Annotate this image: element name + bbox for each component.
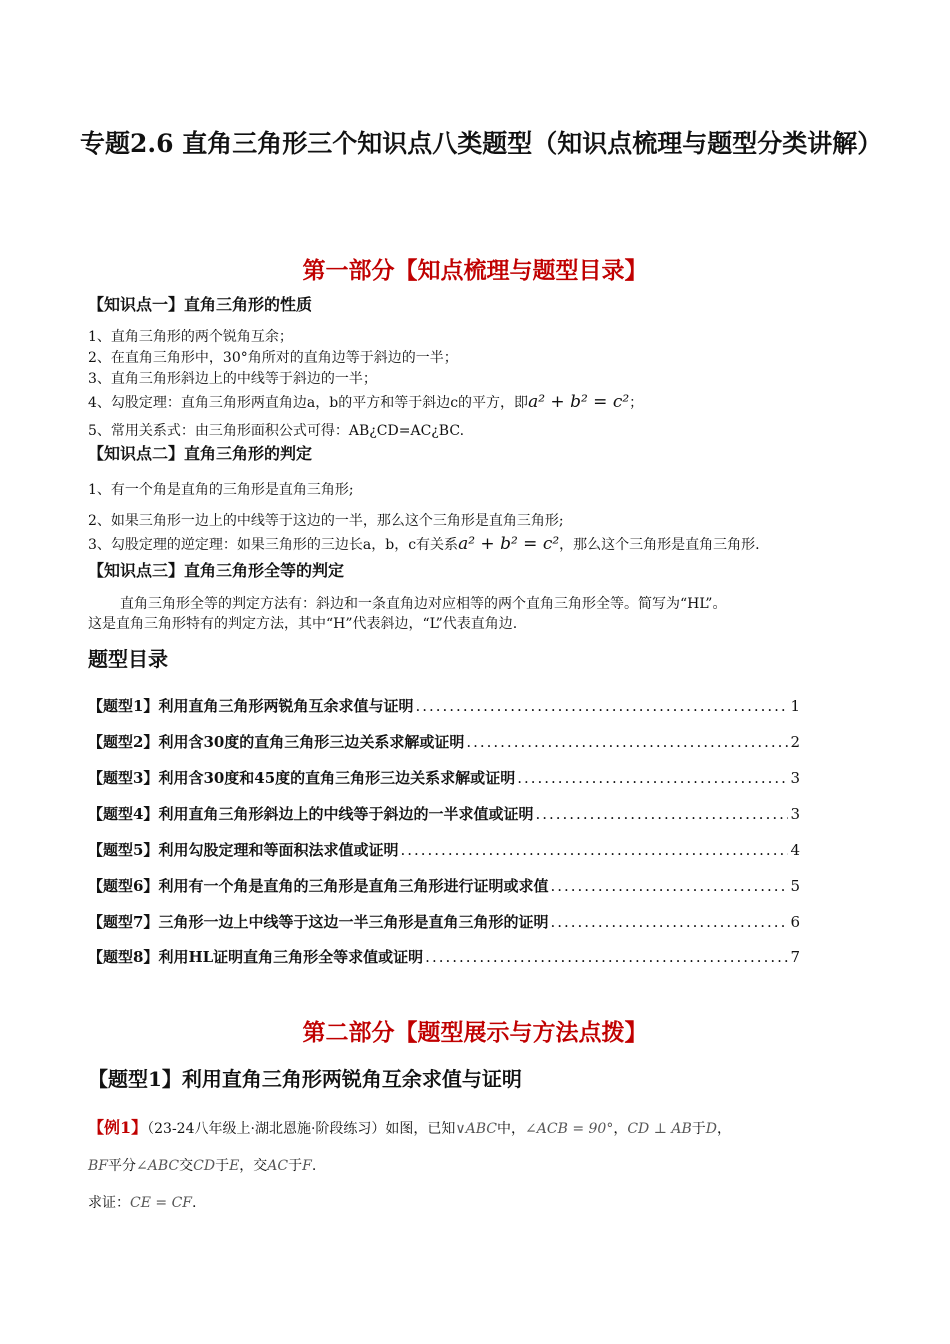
document-title: 专题2.6 直角三角形三个知识点八类题型（知识点梳理与题型分类讲解）: [80, 129, 883, 158]
type1-heading: 【题型1】利用直角三角形两锐角互余求值与证明: [88, 1067, 522, 1091]
toc-item-text: 利用直角三角形斜边上的中线等于斜边的一半求值或证明: [158, 805, 534, 823]
math-f: F: [302, 1158, 312, 1174]
example-text: 中，: [497, 1121, 526, 1137]
toc-item[interactable]: [88, 767, 800, 788]
example1-line-2: [88, 1155, 316, 1175]
toc-leader-dots: [400, 841, 788, 859]
kp2-item-3: [88, 534, 760, 554]
example-text: 于: [288, 1158, 303, 1174]
math-cd-perp-ab: CD ⊥ AB: [627, 1121, 692, 1137]
kp3-heading: 【知识点三】直角三角形全等的判定: [88, 561, 345, 580]
toc-item-text: 利用直角三角形两锐角互余求值与证明: [158, 697, 414, 715]
example-text: 交: [179, 1158, 194, 1174]
toc-item-text: 利用勾股定理和等面积法求值或证明: [158, 841, 399, 859]
toc-leader-dots: [550, 913, 788, 931]
toc-item[interactable]: [88, 803, 800, 824]
toc-item-tag: 【题型3】: [88, 769, 159, 787]
toc-item-tag: 【题型2】: [88, 733, 159, 751]
math-angle-acb: ∠ACB = 90°: [525, 1121, 614, 1137]
toc-item[interactable]: [88, 731, 800, 752]
converse-formula: a² + b² = c²: [458, 534, 560, 554]
kp1-item-1: 1、直角三角形的两个锐角互余；: [88, 329, 293, 345]
toc-item-tag: 【题型1】: [88, 697, 159, 715]
example-text: .: [192, 1195, 197, 1211]
kp1-item-5: 5、常用关系式：由三角形面积公式可得：AB¿CD=AC¿BC.: [88, 423, 465, 439]
part2-heading: 第二部分【题型展示与方法点拨】: [302, 1019, 648, 1046]
toc-item[interactable]: [88, 875, 800, 896]
prove-label: 求证：: [88, 1195, 130, 1211]
example1-line-1: [88, 1115, 731, 1138]
part1-heading: 第一部分【知点梳理与题型目录】: [302, 257, 648, 284]
toc-item[interactable]: [88, 839, 800, 860]
toc-item[interactable]: [88, 695, 800, 716]
pythagoras-formula: a² + b² = c²: [528, 392, 630, 412]
toc-item-page: 4: [790, 841, 800, 859]
example1-prove: [88, 1192, 196, 1212]
toc-item[interactable]: [88, 946, 800, 967]
toc-item[interactable]: [88, 911, 800, 932]
toc-item-page: 7: [790, 948, 800, 966]
example-text: ，: [716, 1121, 731, 1137]
toc-item-text: 利用含30度和45度的直角三角形三边关系求解或证明: [158, 769, 516, 787]
math-ac: AC: [267, 1158, 289, 1174]
toc-item-page: 6: [790, 913, 800, 931]
kp1-item-2: 2、在直角三角形中，30°角所对的直角边等于斜边的一半；: [88, 350, 458, 366]
kp3-paragraph-line-1: 直角三角形全等的判定方法有：斜边和一条直角边对应相等的两个直角三角形全等。简写为“HL”。: [120, 596, 727, 612]
example-text: 于: [215, 1158, 230, 1174]
example-text: .: [311, 1158, 317, 1174]
kp1-item-3: 3、直角三角形斜边上的中线等于斜边的一半；: [88, 371, 377, 387]
example-text: ，交: [239, 1158, 268, 1174]
kp3-paragraph-line-2: 这是直角三角形特有的判定方法，其中“H”代表斜边，“L”代表直角边.: [88, 616, 518, 632]
toc-item-page: 3: [790, 805, 800, 823]
math-cd: CD: [193, 1158, 216, 1174]
math-e: E: [229, 1158, 240, 1174]
toc-item-text: 利用有一个角是直角的三角形是直角三角形进行证明或求值: [158, 877, 549, 895]
kp2-item-3-text: 3、勾股定理的逆定理：如果三角形的三边长a，b，c有关系: [88, 537, 459, 553]
toc-title: 题型目录: [88, 647, 168, 671]
math-triangle-abc: ∨ABC: [455, 1121, 498, 1137]
toc-item-page: 2: [790, 733, 800, 751]
example-text: ，: [613, 1121, 628, 1137]
example-text: 平分: [108, 1158, 137, 1174]
toc-leader-dots: [517, 769, 788, 787]
toc-leader-dots: [535, 805, 788, 823]
toc-item-tag: 【题型8】: [88, 948, 159, 966]
kp1-item-4: [88, 392, 643, 412]
math-ce-eq-cf: CE = CF: [130, 1195, 192, 1211]
example-text: 于: [691, 1121, 706, 1137]
toc-item-page: 5: [790, 877, 800, 895]
toc-item-page: 1: [790, 697, 800, 715]
math-d: D: [705, 1121, 717, 1137]
kp1-item-4-text: 4、勾股定理：直角三角形两直角边a，b的平方和等于斜边c的平方，即: [88, 395, 529, 411]
toc-leader-dots: [550, 877, 788, 895]
toc-leader-dots: [425, 948, 788, 966]
toc-item-tag: 【题型6】: [88, 877, 159, 895]
toc-item-tag: 【题型5】: [88, 841, 159, 859]
toc-item-text: 利用HL证明直角三角形全等求值或证明: [158, 948, 424, 966]
toc-item-tag: 【题型4】: [88, 805, 159, 823]
toc-item-page: 3: [790, 769, 800, 787]
toc-leader-dots: [466, 733, 788, 751]
toc-item-tag: 【题型7】: [88, 913, 159, 931]
math-bf: BF: [88, 1158, 109, 1174]
kp2-item-2: 2、如果三角形一边上的中线等于这边的一半，那么这个三角形是直角三角形;: [88, 513, 564, 529]
kp2-item-3-tail: ，那么这个三角形是直角三角形.: [559, 537, 760, 553]
math-angle-abc: ∠ABC: [136, 1158, 180, 1174]
kp1-item-4-tail: ；: [629, 395, 644, 411]
toc-leader-dots: [415, 697, 788, 715]
example-label: 【例1】: [88, 1118, 148, 1137]
kp2-heading: 【知识点二】直角三角形的判定: [88, 444, 313, 463]
kp2-item-1: 1、有一个角是直角的三角形是直角三角形;: [88, 482, 354, 498]
toc-item-text: 三角形一边上中线等于这边一半三角形是直角三角形的证明: [158, 913, 549, 931]
example-source: （23-24八年级上·湖北恩施·阶段练习）如图，已知: [147, 1121, 456, 1137]
toc-item-text: 利用含30度的直角三角形三边关系求解或证明: [158, 733, 465, 751]
kp1-heading: 【知识点一】直角三角形的性质: [88, 295, 313, 314]
